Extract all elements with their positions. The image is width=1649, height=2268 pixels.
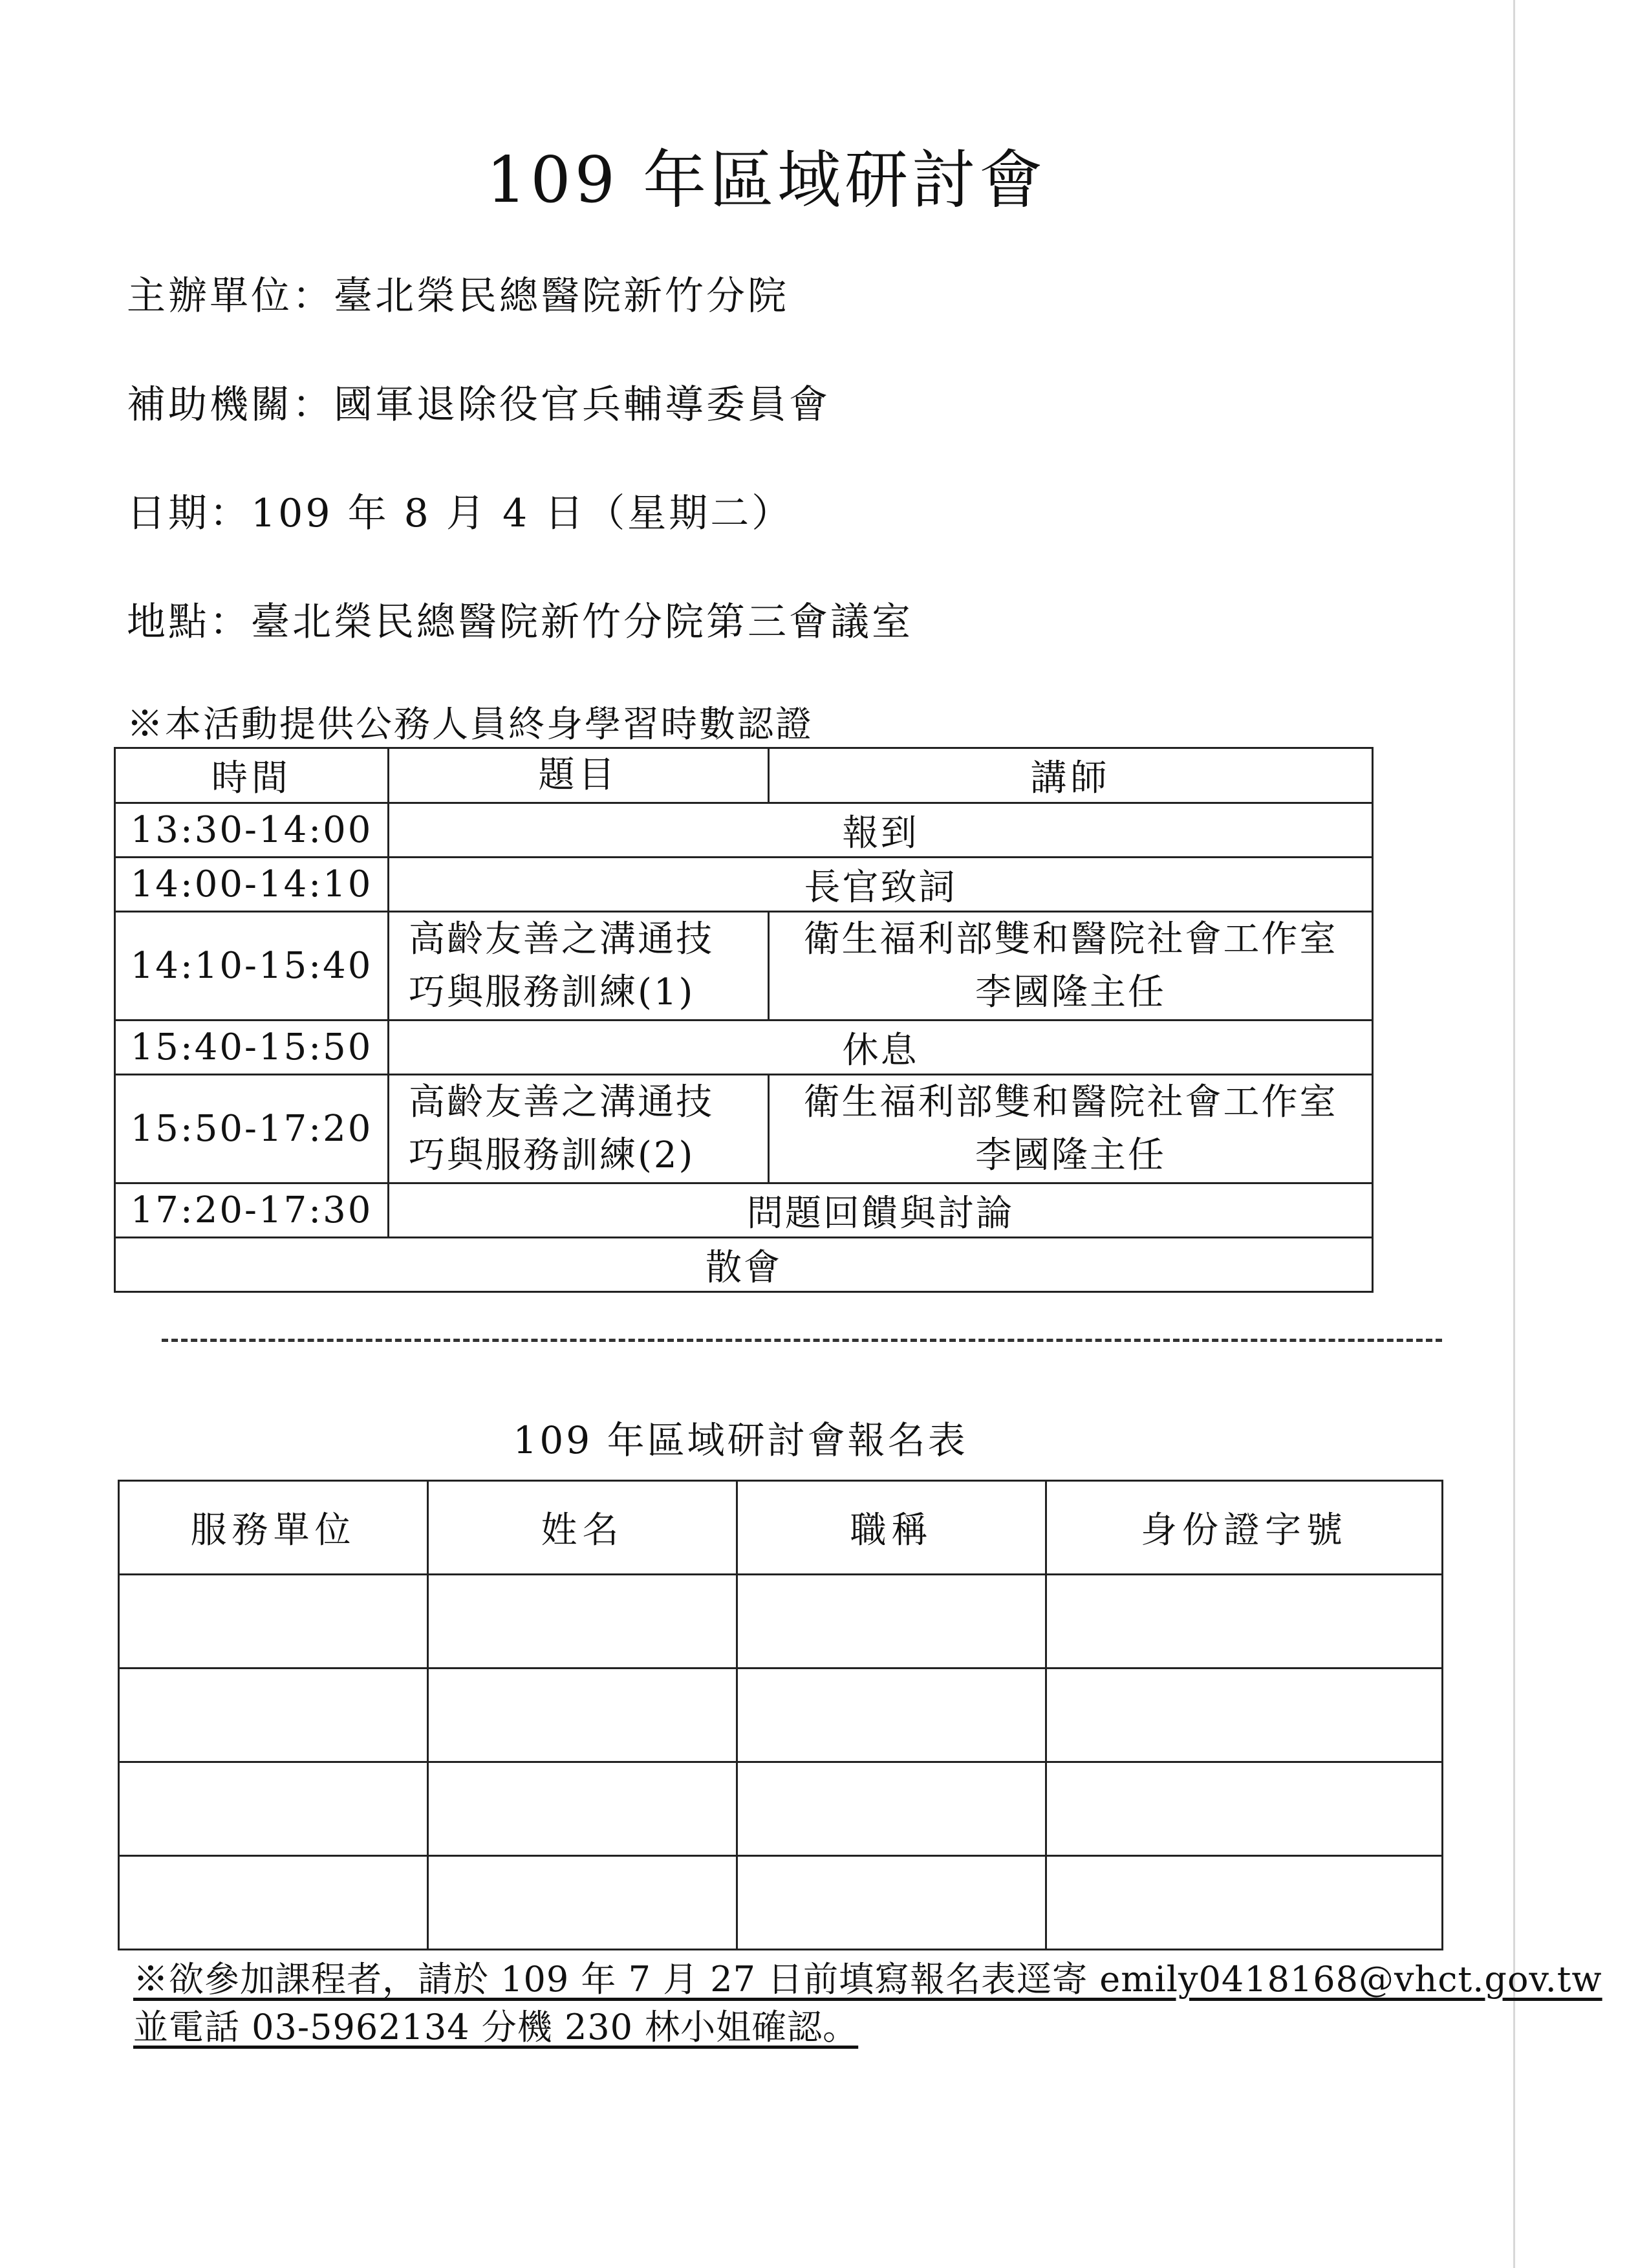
- row-topic: [389, 912, 769, 1021]
- schedule-header-row: [115, 748, 1373, 803]
- row-topic: [389, 1075, 769, 1183]
- table-row: [115, 858, 1373, 912]
- row-time: 13:30-14:00: [115, 803, 389, 858]
- unit-cell[interactable]: [119, 1575, 428, 1669]
- speaker-line-1: 衛生福利部雙和醫院社會工作室: [803, 918, 1338, 960]
- row-time: 14:10-15:40: [115, 912, 389, 1021]
- row-speaker: [769, 1075, 1373, 1183]
- topic-line-1: 高齡友善之溝通技: [409, 1081, 714, 1123]
- table-row: [119, 1762, 1443, 1856]
- registration-form-table: [118, 1480, 1443, 1950]
- unit-cell[interactable]: [119, 1762, 428, 1856]
- row-time: 17:20-17:30: [115, 1183, 389, 1238]
- id-number-cell[interactable]: [1046, 1762, 1443, 1856]
- topic-line-2: 巧與服務訓練(2): [409, 1134, 695, 1176]
- id-number-cell[interactable]: [1046, 1575, 1443, 1669]
- name-cell[interactable]: [428, 1575, 737, 1669]
- registration-header-row: [119, 1481, 1443, 1575]
- name-cell[interactable]: [428, 1669, 737, 1762]
- unit-cell[interactable]: [119, 1856, 428, 1950]
- job-title-cell[interactable]: [737, 1669, 1046, 1762]
- job-title-cell[interactable]: [737, 1856, 1046, 1950]
- speaker-line-2: 李國隆主任: [975, 971, 1166, 1013]
- job-title-cell[interactable]: [737, 1575, 1046, 1669]
- row-item: 報到: [389, 803, 1373, 858]
- footer-instruction-line-2: 並電話 03-5962134 分機 230 林小姐確認。: [133, 2007, 859, 2047]
- row-time: 15:50-17:20: [115, 1075, 389, 1183]
- table-row: [115, 1075, 1373, 1183]
- name-cell[interactable]: [428, 1856, 737, 1950]
- organizer-line: 主辦單位：臺北榮民總醫院新竹分院: [127, 274, 789, 319]
- speaker-line-2: 李國隆主任: [975, 1134, 1166, 1176]
- header-job-title: 職稱: [737, 1481, 1046, 1575]
- header-name: 姓名: [428, 1481, 737, 1575]
- schedule-table: [114, 747, 1374, 1293]
- speaker-line-1: 衛生福利部雙和醫院社會工作室: [803, 1081, 1338, 1123]
- row-item: 休息: [389, 1021, 1373, 1075]
- row-item: 長官致詞: [389, 858, 1373, 912]
- document-title: 109 年區域研討會: [486, 144, 1047, 217]
- header-topic: 題目: [389, 748, 769, 803]
- cut-line: [162, 1339, 1442, 1342]
- table-row: [115, 1183, 1373, 1238]
- header-unit: 服務單位: [119, 1481, 428, 1575]
- table-row: [115, 912, 1373, 1021]
- table-row: [119, 1575, 1443, 1669]
- job-title-cell[interactable]: [737, 1762, 1046, 1856]
- row-item: 問題回饋與討論: [389, 1183, 1373, 1238]
- table-row: [119, 1669, 1443, 1762]
- topic-line-2: 巧與服務訓練(1): [409, 971, 695, 1013]
- row-speaker: [769, 912, 1373, 1021]
- topic-line-1: 高齡友善之溝通技: [409, 918, 714, 960]
- id-number-cell[interactable]: [1046, 1856, 1443, 1950]
- location-line: 地點：臺北榮民總醫院新竹分院第三會議室: [127, 599, 913, 645]
- unit-cell[interactable]: [119, 1669, 428, 1762]
- table-row: [119, 1856, 1443, 1950]
- table-row: [115, 803, 1373, 858]
- table-row: [115, 1021, 1373, 1075]
- certification-note: ※本活動提供公務人員終身學習時數認證: [127, 704, 814, 746]
- id-number-cell[interactable]: [1046, 1669, 1443, 1762]
- name-cell[interactable]: [428, 1762, 737, 1856]
- registration-title: 109 年區域研討會報名表: [513, 1418, 968, 1462]
- row-time: 14:00-14:10: [115, 858, 389, 912]
- row-item: 散會: [115, 1238, 1373, 1292]
- header-time: 時間: [115, 748, 389, 803]
- row-time: 15:40-15:50: [115, 1021, 389, 1075]
- header-id-number: 身份證字號: [1046, 1481, 1443, 1575]
- date-line: 日期：109 年 8 月 4 日（星期二）: [127, 491, 793, 536]
- footer-instruction-line-1: ※欲參加課程者，請於 109 年 7 月 27 日前填寫報名表逕寄 emily0418168@vhct.gov.tw: [133, 1959, 1602, 2000]
- sponsor-line: 補助機關：國軍退除役官兵輔導委員會: [127, 382, 830, 427]
- scan-edge-line: [1513, 0, 1515, 2268]
- table-row: [115, 1238, 1373, 1292]
- header-speaker: 講師: [769, 748, 1373, 803]
